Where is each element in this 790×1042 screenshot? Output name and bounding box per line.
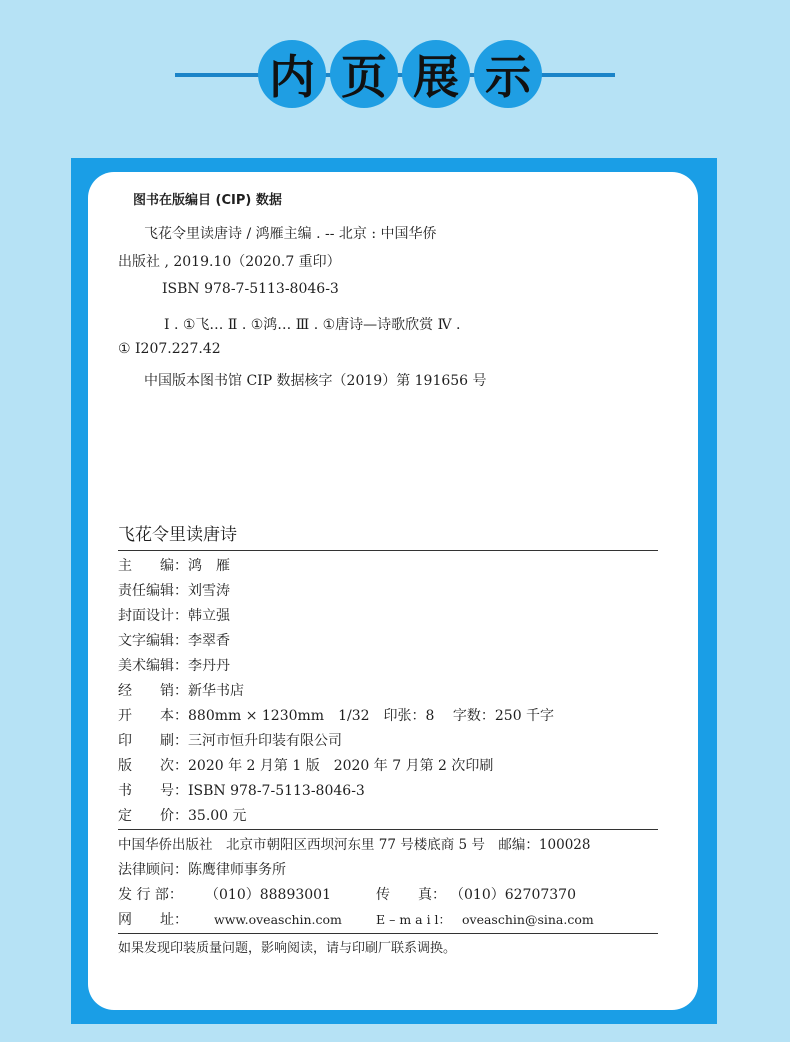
sales-dept-label: 发 行 部： [118,887,183,903]
info-row-responsible-editor [118,582,230,600]
info-label: 书 号： [118,783,188,799]
cip-library-record: 中国版本图书馆 CIP 数据核字（2019）第 191656 号 [144,373,487,389]
publisher-address: 中国华侨出版社 北京市朝阳区西坝河东里 77 号楼底商 5 号 邮编：100028 [118,837,591,853]
banner-title [258,40,542,108]
quality-notice: 如果发现印装质量问题，影响阅读，请与印刷厂联系调换。 [118,941,457,956]
title-divider [118,550,658,551]
info-row-format [118,707,554,725]
info-row-art-editor [118,657,230,675]
info-value: 刘雪涛 [188,583,230,599]
banner [0,40,790,112]
info-row-chief-editor [118,557,230,575]
banner-char-4: 示 [474,40,542,108]
info-value: 2020 年 2 月第 1 版 2020 年 7 月第 2 次印刷 [188,758,494,774]
legal-counsel: 法律顾问：陈鹰律师事务所 [118,862,286,878]
fax-label: 传 真： [376,887,446,903]
website-label: 网 址： [118,912,188,928]
info-row-printer [118,732,342,750]
banner-char-1: 内 [258,40,326,108]
info-row-text-editor [118,632,230,650]
cip-isbn: ISBN 978-7-5113-8046-3 [162,281,339,297]
cip-subject-2: ① I207.227.42 [118,341,221,357]
banner-char-3: 展 [402,40,470,108]
info-label: 文字编辑： [118,633,188,649]
email-label: E – m a i l： [376,912,452,927]
info-label: 定 价： [118,808,188,824]
info-row-edition [118,757,493,775]
info-value: 韩立强 [188,608,230,624]
info-label: 开 本： [118,708,188,724]
info-row-distributor [118,682,244,700]
fax-number: （010）62707370 [450,887,576,903]
info-label: 主 编： [118,558,188,574]
info-value: 三河市恒升印装有限公司 [188,733,342,749]
info-label: 印 刷： [118,733,188,749]
sales-dept-phone: （010）88893001 [205,887,331,903]
book-title: 飞花令里读唐诗 [118,525,237,545]
info-label: 责任编辑： [118,583,188,599]
info-row-price [118,807,247,825]
info-value: 鸿 雁 [188,558,230,574]
info-value: 李丹丹 [188,658,230,674]
info-value: 新华书店 [188,683,244,699]
info-value: 880mm × 1230mm 1/32 印张：8 字数：250 千字 [188,708,555,724]
info-row-cover-design [118,607,230,625]
info-row-isbn [118,782,365,800]
info-label: 经 销： [118,683,188,699]
info-label: 封面设计： [118,608,188,624]
publisher-divider [118,933,658,934]
cip-heading: 图书在版编目 (CIP) 数据 [133,193,282,208]
cip-line-2: 出版社 , 2019.10（2020.7 重印） [118,254,341,270]
info-value: 35.00 元 [188,808,247,824]
website-url: www.oveaschin.com [214,912,342,927]
cip-line-1: 飞花令里读唐诗 / 鸿雁主编 . -- 北京 : 中国华侨 [144,226,437,242]
info-divider [118,829,658,830]
info-label: 版 次： [118,758,188,774]
cip-subject-1: Ⅰ . ①飞… Ⅱ . ①鸿… Ⅲ . ①唐诗—诗歌欣赏 Ⅳ . [164,317,461,333]
email-address: oveaschin@sina.com [462,912,594,927]
info-value: 李翠香 [188,633,230,649]
banner-char-2: 页 [330,40,398,108]
info-label: 美术编辑： [118,658,188,674]
info-value: ISBN 978-7-5113-8046-3 [188,783,365,799]
